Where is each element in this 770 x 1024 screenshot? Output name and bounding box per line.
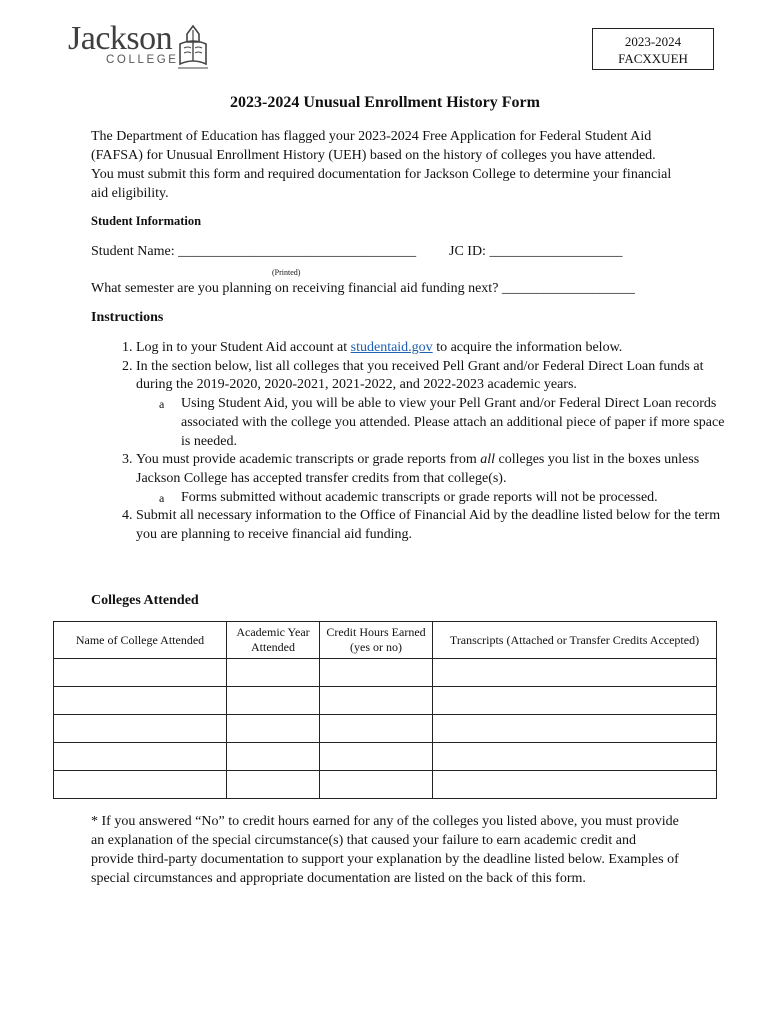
semester-question-field[interactable]: What semester are you planning on receiving financial aid funding next? ___________________ bbox=[91, 281, 635, 296]
jc-id-field[interactable]: JC ID: ___________________ bbox=[449, 244, 623, 259]
printed-note: (Printed) bbox=[272, 268, 301, 277]
table-cell[interactable] bbox=[227, 715, 320, 743]
instruction-item-2: 2. In the section below, list all colleges that you received Pell Grant and/or Federal Direct Loan funds at during the 2019-2020, 2020-2021, 2021-2022, and 2022-2023 academic years. a Using Student Aid, you will be able to view your Pell Grant and/or Federal Direct Loan records associated with the college you attended. Please attach an additional piece of paper if more space is needed. bbox=[136, 358, 736, 452]
logo-subtext: COLLEGE bbox=[106, 54, 179, 66]
intro-paragraph: The Department of Education has flagged your 2023-2024 Free Application for Federal Student Aid (FAFSA) for Unusual Enrollment History (UEH) based on the history of colleges you have attended. You must submit this form and required documentation for Jackson College to determine your financial aid eligibility. bbox=[91, 129, 672, 201]
student-info-heading: Student Information bbox=[91, 214, 202, 228]
table-cell[interactable] bbox=[320, 715, 433, 743]
table-cell[interactable] bbox=[320, 687, 433, 715]
instruction-item-2a: a Using Student Aid, you will be able to view your Pell Grant and/or Federal Direct Loan records associated with the college you attended. Please attach an additional piece of paper if more space is needed. bbox=[159, 396, 725, 449]
table-row bbox=[54, 715, 717, 743]
table-cell[interactable] bbox=[320, 771, 433, 799]
column-header-credit: Credit Hours Earned (yes or no) bbox=[320, 622, 433, 659]
form-title: 2023-2024 Unusual Enrollment History Form bbox=[230, 94, 540, 111]
instruction-item-3a: a Forms submitted without academic transcripts or grade reports will not be processed. bbox=[159, 489, 658, 505]
column-header-name: Name of College Attended bbox=[54, 622, 227, 659]
studentaid-link[interactable]: studentaid.gov bbox=[350, 340, 433, 355]
colleges-table bbox=[53, 621, 717, 799]
table-row bbox=[54, 687, 717, 715]
column-header-year: Academic Year Attended bbox=[227, 622, 320, 659]
table-cell[interactable] bbox=[54, 771, 227, 799]
table-cell[interactable] bbox=[433, 687, 717, 715]
instruction-item-1: 1. Log in to your Student Aid account at studentaid.gov to acquire the information below. bbox=[136, 339, 736, 358]
table-cell[interactable] bbox=[227, 743, 320, 771]
table-cell[interactable] bbox=[320, 659, 433, 687]
table-cell[interactable] bbox=[227, 687, 320, 715]
jackson-college-logo bbox=[68, 22, 218, 74]
form-year: 2023-2024 bbox=[624, 34, 682, 49]
instructions-list bbox=[91, 339, 736, 545]
student-name-field[interactable]: Student Name: __________________________________ bbox=[91, 244, 417, 259]
table-cell[interactable] bbox=[433, 771, 717, 799]
column-header-transcripts: Transcripts (Attached or Transfer Credits Accepted) bbox=[433, 622, 717, 659]
table-cell[interactable] bbox=[433, 715, 717, 743]
table-row bbox=[54, 659, 717, 687]
table-cell[interactable] bbox=[320, 743, 433, 771]
table-cell[interactable] bbox=[54, 687, 227, 715]
instruction-item-3: 3. You must provide academic transcripts or grade reports from all colleges you list in the boxes unless Jackson College has accepted transfer credits from that college(s). a Forms submitted without academic transcripts or grade reports will not be processed. bbox=[136, 451, 736, 507]
footnote: * If you answered “No” to credit hours earned for any of the colleges you listed above, you must provide an explanation of the special circumstance(s) that caused your failure to earn academic credit and provide third-party documentation to support your explanation by the deadline listed below. Examples of special circumstances and appropriate documentation are listed on the back of this form. bbox=[91, 814, 679, 886]
logo-wordmark: Jackson bbox=[68, 20, 173, 57]
table-cell[interactable] bbox=[54, 659, 227, 687]
table-row bbox=[54, 771, 717, 799]
table-row bbox=[54, 743, 717, 771]
table-cell[interactable] bbox=[54, 743, 227, 771]
table-cell[interactable] bbox=[227, 659, 320, 687]
table-cell[interactable] bbox=[227, 771, 320, 799]
form-code-box bbox=[592, 28, 714, 70]
instruction-item-4: 4. Submit all necessary information to the Office of Financial Aid by the deadline listed below for the term you are planning to receive financial aid funding. bbox=[136, 507, 736, 544]
form-code: FACXXUEH bbox=[618, 51, 688, 66]
table-cell[interactable] bbox=[433, 659, 717, 687]
table-cell[interactable] bbox=[54, 715, 227, 743]
table-cell[interactable] bbox=[433, 743, 717, 771]
instructions-heading: Instructions bbox=[91, 310, 164, 325]
book-tower-icon bbox=[176, 24, 210, 70]
colleges-heading: Colleges Attended bbox=[91, 593, 199, 608]
